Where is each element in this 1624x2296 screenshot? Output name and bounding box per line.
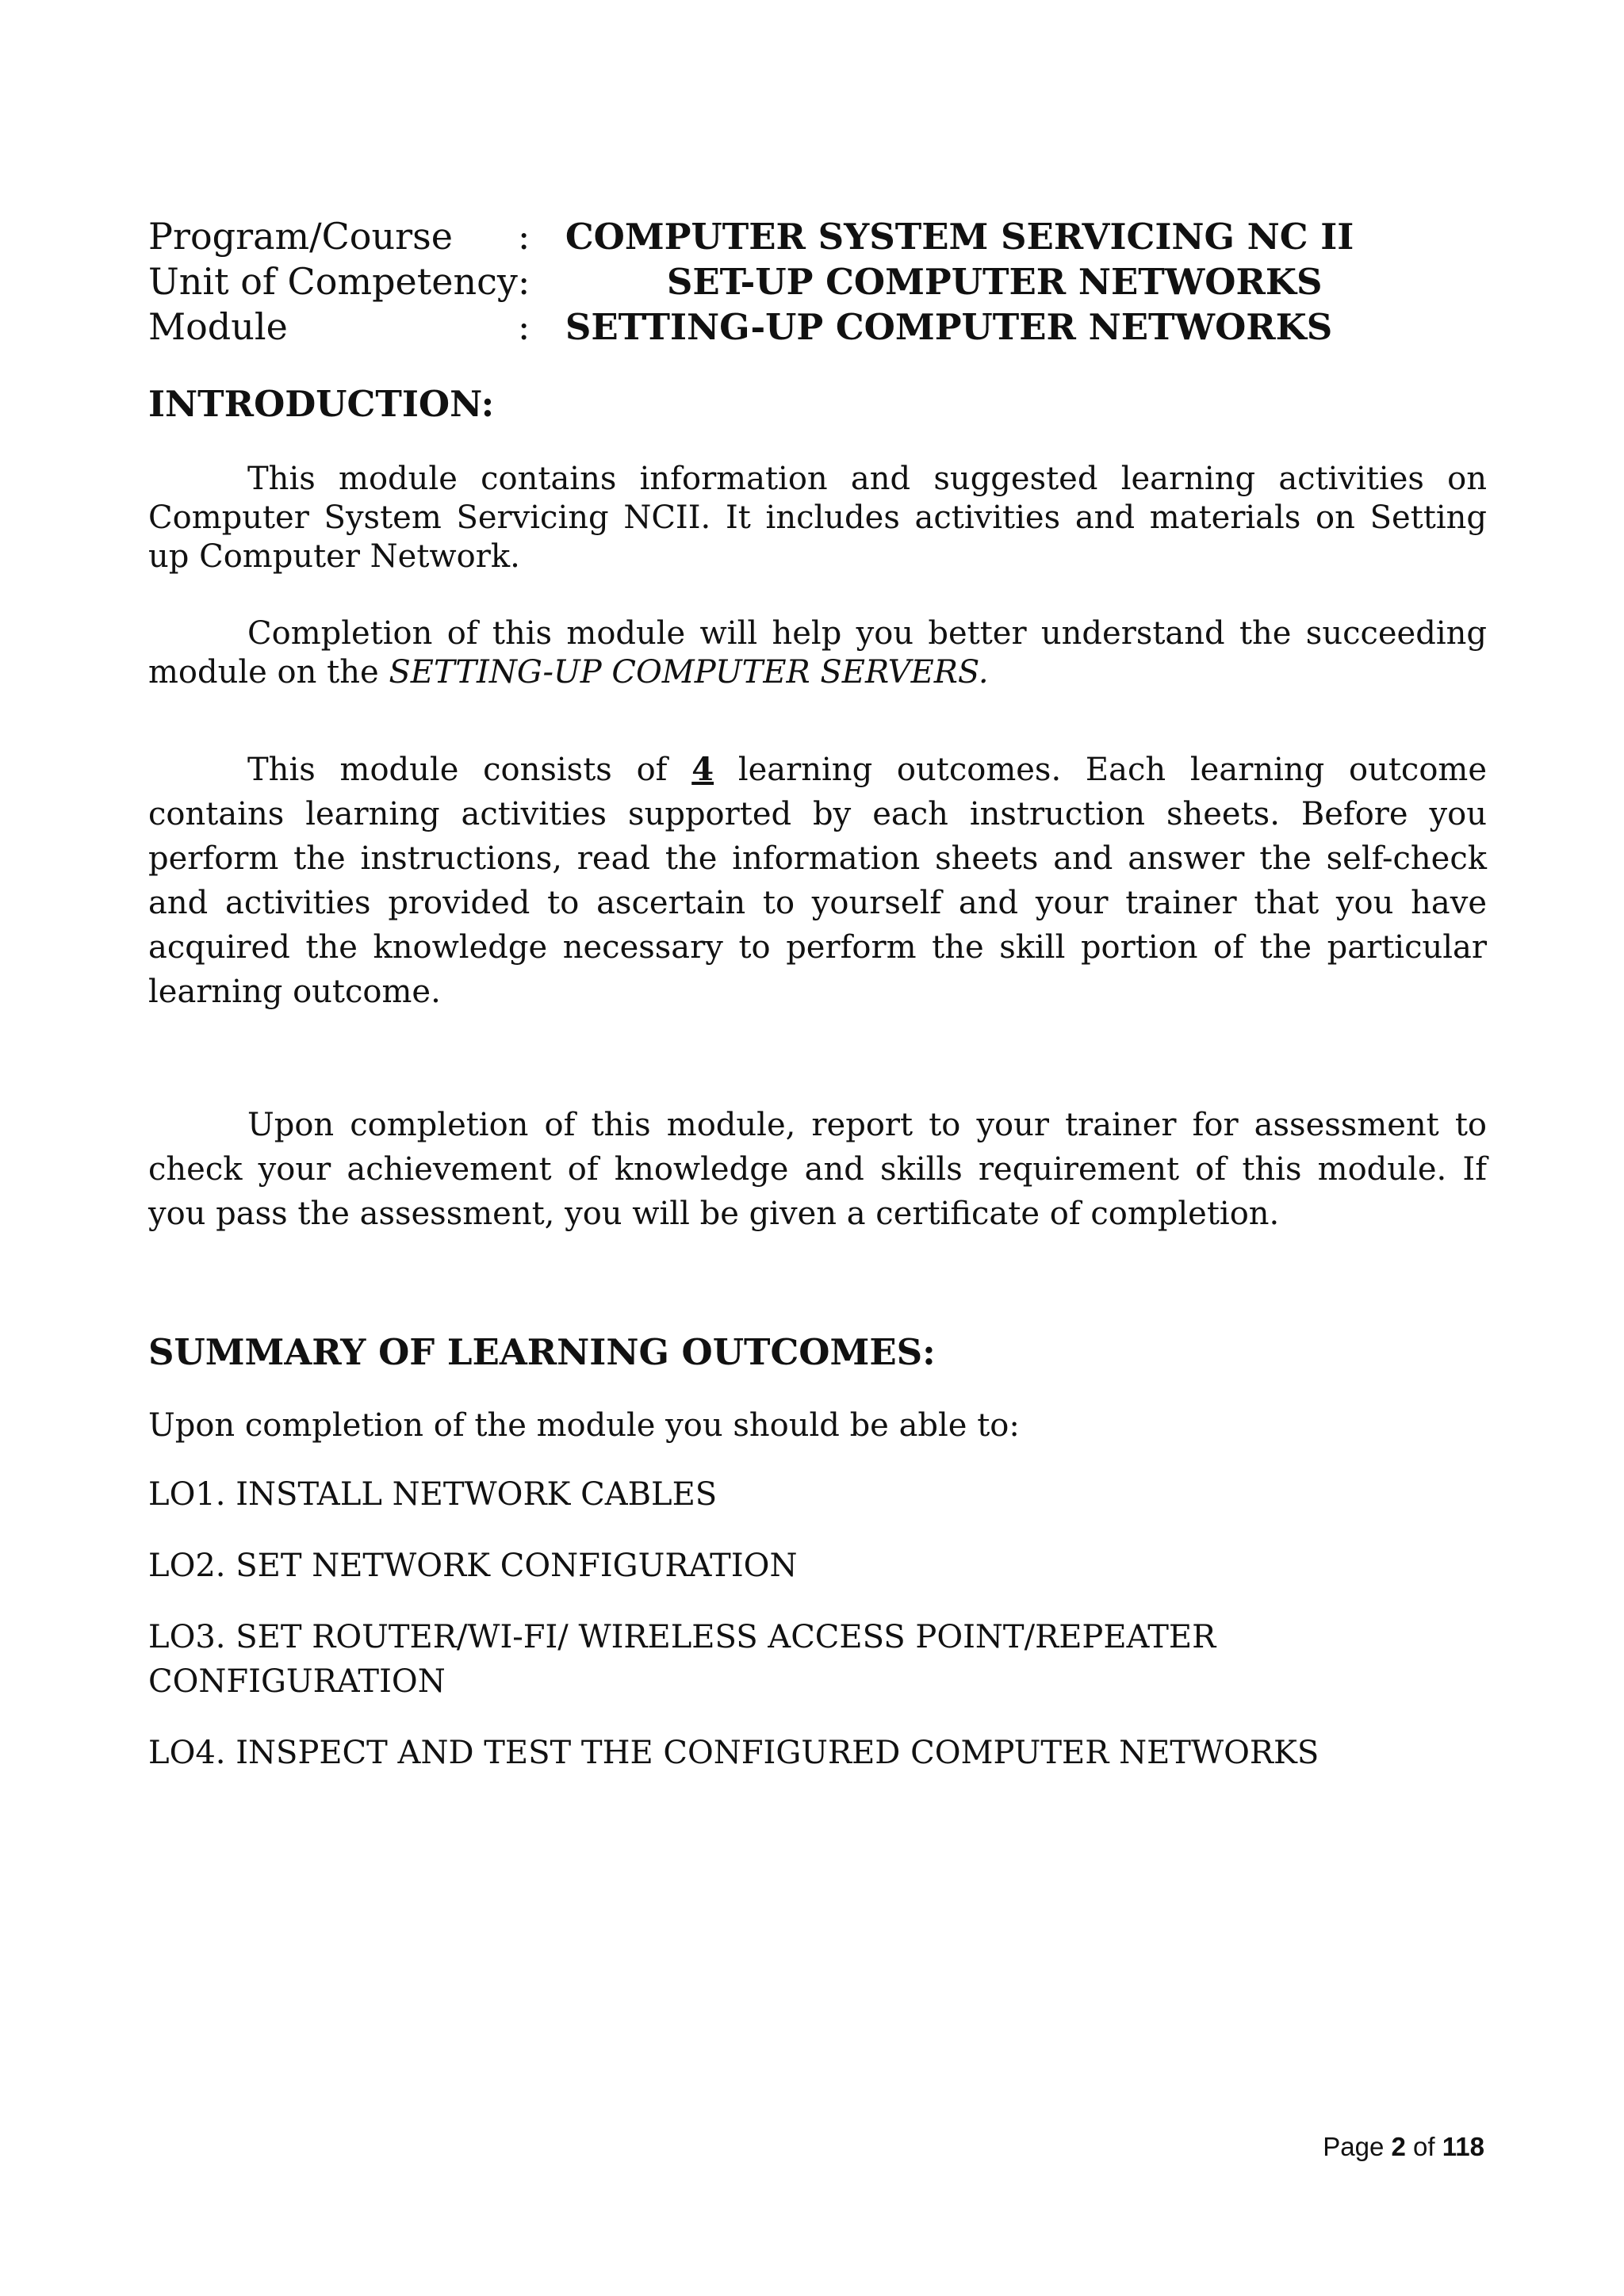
total-pages-number: 118 (1442, 2132, 1484, 2161)
unit-separator: : (517, 260, 530, 303)
learning-outcome-1: LO1. INSTALL NETWORK CABLES (148, 1476, 718, 1513)
unit-value: SET-UP COMPUTER NETWORKS (666, 261, 1323, 303)
current-page-number: 2 (1391, 2132, 1406, 2161)
program-value: COMPUTER SYSTEM SERVICING NC II (565, 216, 1354, 258)
program-separator: : (517, 215, 530, 258)
program-label: Program/Course (148, 215, 453, 258)
program-row (148, 214, 1354, 259)
summary-heading: SUMMARY OF LEARNING OUTCOMES: (148, 1331, 936, 1373)
module-value: SETTING-UP COMPUTER NETWORKS (565, 306, 1333, 348)
intro-paragraph-4 (148, 1103, 1487, 1236)
module-row (148, 304, 1354, 350)
page-number-footer (1237, 2131, 1484, 2163)
intro-paragraph-3-lead: This module consists of (247, 752, 692, 788)
document-page (148, 214, 1487, 1775)
outcome-count: 4 (691, 751, 714, 788)
learning-outcome-2: LO2. SET NETWORK CONFIGURATION (148, 1548, 798, 1584)
page-word: Page (1323, 2132, 1385, 2161)
intro-paragraph-2-text: Completion of this module will help you better understand the succeeding module on the (148, 615, 1487, 691)
intro-paragraph-1 (148, 460, 1487, 576)
of-word: of (1413, 2132, 1435, 2161)
introduction-heading: INTRODUCTION: (148, 383, 495, 425)
module-separator: : (517, 305, 530, 348)
intro-paragraph-1-text: This module contains information and suggested learning activities on Computer System Servicing NCII. It includes activities and materials on Setting up Computer Network. (148, 461, 1487, 575)
unit-row (148, 259, 1354, 304)
unit-label: Unit of Competency (148, 260, 518, 303)
learning-outcome-4: LO4. INSPECT AND TEST THE CONFIGURED COMPUTER NETWORKS (148, 1735, 1320, 1771)
module-label: Module (148, 305, 288, 348)
next-module-title: SETTING-UP COMPUTER SERVERS. (389, 654, 989, 691)
intro-paragraph-3 (148, 748, 1487, 1014)
intro-paragraph-3-rest: learning outcomes. Each learning outcome contains learning activities supported by each instruction sheets. Before you perform the instructions, read the information sheets and answer the self-check and activities provided to ascertain to yourself and your trainer that you have acquired the knowledge necessary to perform the skill portion of the particular learning outcome. (148, 752, 1488, 1010)
learning-outcome-3: LO3. SET ROUTER/WI-FI/ WIRELESS ACCESS POINT/REPEATER CONFIGURATION (148, 1619, 1216, 1700)
module-header (148, 214, 1354, 350)
intro-paragraph-4-text: Upon completion of this module, report to your trainer for assessment to check your achievement of knowledge and skills requirement of this module. If you pass the assessment, you will be given a certificate of completion. (148, 1107, 1487, 1232)
intro-paragraph-2 (148, 614, 1487, 692)
summary-intro: Upon completion of the module you should be able to: (148, 1407, 1020, 1444)
